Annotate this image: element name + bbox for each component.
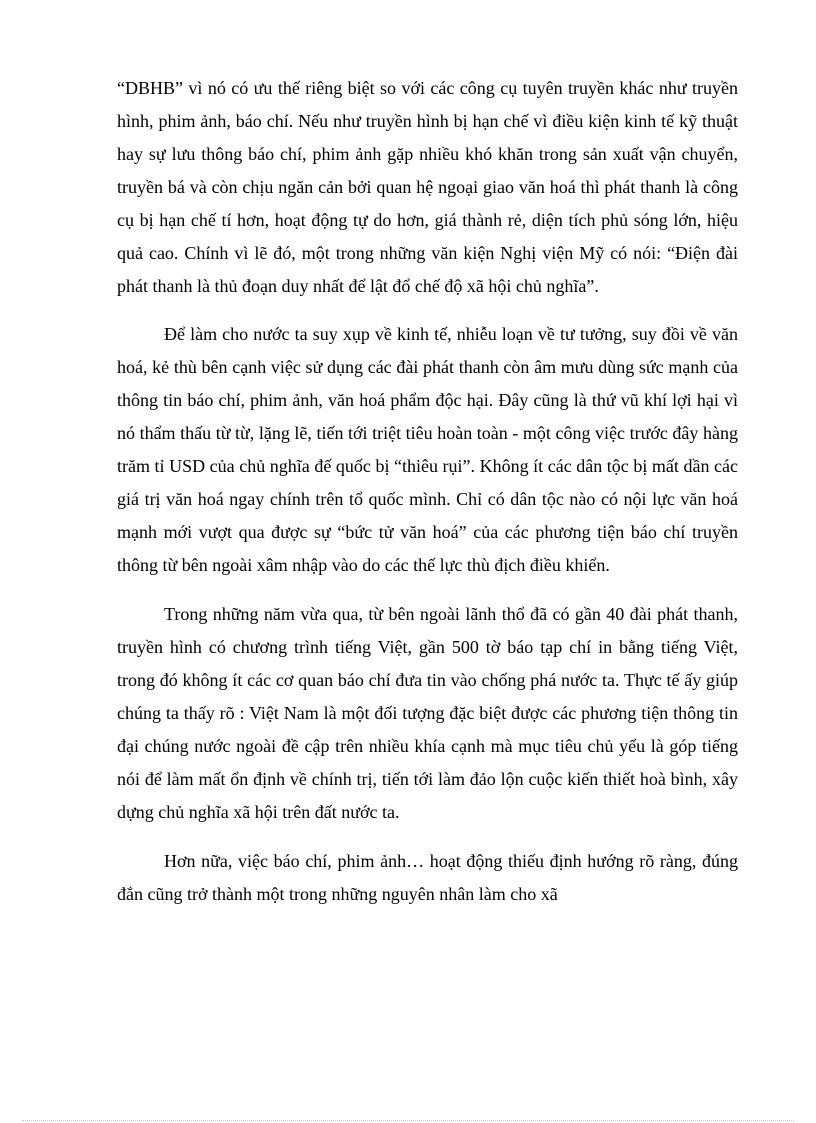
paragraph-4 [117, 845, 738, 911]
text-line: xây dựng chủ nghĩa xã hội trên đất nước ta. [117, 769, 739, 822]
text-line: mưu dùng sức mạnh của thông tin báo chí, phim ảnh, văn hoá phẩm độc [117, 357, 739, 410]
text-line: đối tượng đặc biệt được các phương tiện thông tin đại chúng nước ngoài [117, 703, 739, 756]
text-line: đài phát thanh là thủ đoạn duy nhất để lật đổ chế độ xã hội chủ nghĩa”. [117, 243, 739, 296]
text-line: Trong những năm vừa qua, từ bên ngoài lãnh thổ đã có gần 40 đài [164, 604, 652, 624]
paragraph-1 [117, 72, 738, 303]
page-bottom-divider [22, 1120, 794, 1121]
text-line: quan hệ ngoại giao văn hoá thì phát thanh là công cụ bị hạn chế tí hơn, [117, 177, 739, 230]
text-line: báo chí truyền thông từ bên ngoài xâm nhập vào do các thế lực thù địch [117, 522, 739, 575]
text-line: “DBHB” vì nó có ưu thế riêng biệt so với các công cụ tuyên truyền khác [117, 78, 654, 98]
text-line: Chính vì lẽ đó, một trong những văn kiện Nghị viện Mỹ có nói: “Điện [184, 243, 711, 263]
text-line: Để làm cho nước ta suy xụp về kinh tế, nhiễu loạn về tư tưởng, suy [164, 324, 657, 344]
text-line: ràng, đúng đắn cũng trở thành một trong những nguyên nhân làm cho xã [117, 851, 739, 904]
text-line: mất ổn định về chính trị, tiến tới làm đảo lộn cuộc kiến thiết hoà bình, [198, 769, 708, 789]
paragraph-2 [117, 318, 738, 582]
text-line: chí in bằng tiếng Việt, trong đó không ít các cơ quan báo chí đưa tin vào [117, 637, 738, 690]
text-line: đồi về văn hoá, kẻ thù bên cạnh việc sử dụng các đài phát thanh còn âm [117, 324, 739, 377]
text-line: đề cập trên nhiều khía cạnh mà mục tiêu chủ yếu là góp tiếng nói để làm [117, 736, 739, 789]
paragraph-3 [117, 598, 738, 829]
text-line: chống phá nước ta. Thực tế ấy giúp chúng ta thấy rõ : Việt Nam là một [117, 670, 739, 723]
text-line: Hơn nữa, việc báo chí, phim ảnh… hoạt động thiếu định hướng rõ [164, 851, 655, 871]
text-line: hoá mạnh mới vượt qua được sự “bức tử văn hoá” của các phương tiện [117, 489, 739, 542]
text-line: điều kiện kinh tế kỹ thuật hay sự lưu thông báo chí, phim ảnh gặp nhiều [117, 111, 739, 164]
text-line: văn hoá ngay chính trên tổ quốc mình. Chỉ có dân tộc nào có nội lực văn [166, 489, 707, 509]
text-line: triệt tiêu hoàn toàn - một công việc trước đây hàng trăm tỉ USD của chủ [117, 423, 738, 476]
text-line: điều khiển. [529, 555, 610, 575]
text-line: hại. Đây cũng là thứ vũ khí lợi hại vì nó thẩm thấu từ từ, lặng lẽ, tiến tới [117, 390, 739, 443]
text-line: như truyền hình, phim ảnh, báo chí. Nếu như truyền hình bị hạn chế vì [117, 78, 739, 131]
text-line: hoạt động tự do hơn, giá thành rẻ, diện tích phủ sóng lớn, hiệu quả cao. [117, 210, 739, 263]
document-page [117, 72, 738, 911]
text-line: phát thanh, truyền hình có chương trình tiếng Việt, gần 500 tờ báo tạp [117, 604, 738, 657]
text-line: khó khăn trong sản xuất vận chuyển, truyền bá và còn chịu ngăn cản bởi [117, 144, 739, 197]
text-line: nghĩa đế quốc bị “thiêu rụi”. Không ít các dân tộc bị mất dần các giá trị [117, 456, 738, 509]
